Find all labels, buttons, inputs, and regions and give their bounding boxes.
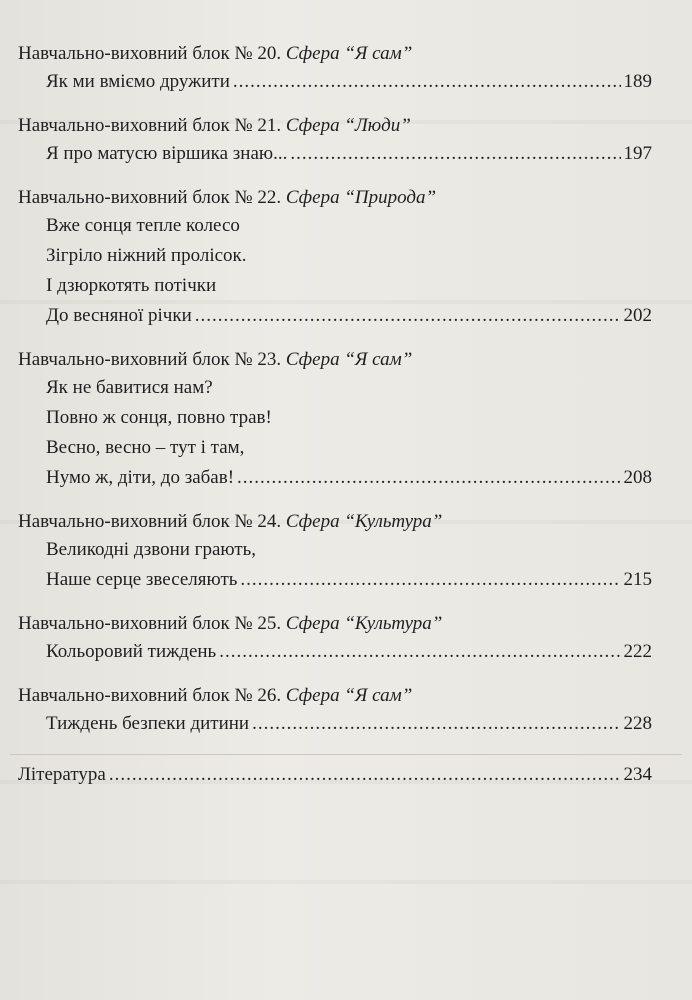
toc-entry[interactable] bbox=[18, 139, 652, 169]
toc-block bbox=[18, 112, 652, 169]
toc-block bbox=[18, 682, 652, 739]
toc-entry[interactable] bbox=[18, 67, 652, 97]
toc-entry-line: Весно, весно – тут і там, bbox=[46, 437, 245, 458]
toc-block bbox=[18, 40, 652, 97]
toc-entry-title: Я про матусю віршика знаю... bbox=[46, 143, 288, 164]
toc-block-heading bbox=[18, 346, 652, 373]
toc-block-number: Навчально-виховний блок № 23. bbox=[18, 349, 282, 370]
toc-block-heading bbox=[18, 610, 652, 637]
toc-entry-last-line bbox=[46, 637, 652, 667]
toc-entry-line: І дзюркотять потічки bbox=[46, 275, 217, 296]
toc-entry-line: Повно ж сонця, повно трав! bbox=[46, 407, 272, 428]
toc-entry[interactable] bbox=[18, 637, 652, 667]
toc-block bbox=[18, 610, 652, 667]
toc-block-number: Навчально-виховний блок № 25. bbox=[18, 613, 282, 634]
toc-block-heading bbox=[18, 682, 652, 709]
toc-page-number: 215 bbox=[623, 569, 652, 590]
toc-entry[interactable] bbox=[18, 709, 652, 739]
toc-block-sphere: Сфера “Я сам” bbox=[285, 685, 413, 706]
toc-literature-title: Література bbox=[18, 764, 106, 785]
toc-entry-title: Тиждень безпеки дитини bbox=[46, 713, 250, 734]
dot-leader bbox=[195, 301, 621, 331]
toc-entry-line: Як не бавитися нам? bbox=[46, 377, 213, 398]
toc-page-number: 222 bbox=[623, 641, 652, 662]
divider bbox=[10, 754, 682, 755]
toc-block-heading bbox=[18, 112, 652, 139]
toc-block bbox=[18, 346, 652, 493]
dot-leader bbox=[237, 463, 620, 493]
toc-entry[interactable] bbox=[18, 373, 652, 493]
toc-page-number: 197 bbox=[623, 143, 652, 164]
toc-entry-last-line bbox=[46, 565, 652, 595]
dot-leader bbox=[233, 67, 621, 97]
toc-block-number: Навчально-виховний блок № 26. bbox=[18, 685, 282, 706]
toc-page-number: 202 bbox=[623, 305, 652, 326]
toc-block-sphere: Сфера “Культура” bbox=[285, 613, 443, 634]
toc-block-sphere: Сфера “Я сам” bbox=[285, 349, 413, 370]
toc-entry-line: Великодні дзвони грають, bbox=[46, 539, 257, 560]
toc-entry-last-line bbox=[46, 463, 652, 493]
toc-entry[interactable] bbox=[18, 535, 652, 595]
toc-block-number: Навчально-виховний блок № 22. bbox=[18, 187, 282, 208]
bleed-through bbox=[0, 880, 692, 884]
toc-entry-line: Зігріло ніжний пролісок. bbox=[46, 245, 247, 266]
toc-entry-last-line bbox=[46, 67, 652, 97]
toc-entry-last-line bbox=[46, 139, 652, 169]
dot-leader bbox=[219, 637, 620, 667]
dot-leader bbox=[252, 709, 620, 739]
toc-entry-title: Нумо ж, діти, до забав! bbox=[46, 467, 235, 488]
toc-page-number: 189 bbox=[623, 71, 652, 92]
toc-page-number: 208 bbox=[623, 467, 652, 488]
toc-entry-title: До весняної річки bbox=[46, 305, 192, 326]
toc-block-sphere: Сфера “Природа” bbox=[285, 187, 437, 208]
toc-page-number: 234 bbox=[623, 764, 652, 785]
toc-entry-line: Вже сонця тепле колесо bbox=[46, 215, 240, 236]
toc-block-number: Навчально-виховний блок № 20. bbox=[18, 43, 282, 64]
toc-page-number: 228 bbox=[623, 713, 652, 734]
toc-block-heading bbox=[18, 184, 652, 211]
toc-block bbox=[18, 184, 652, 331]
dot-leader bbox=[290, 139, 620, 169]
toc-block-heading bbox=[18, 508, 652, 535]
toc-literature[interactable] bbox=[18, 761, 652, 788]
toc-entry-title: Кольоровий тиждень bbox=[46, 641, 217, 662]
toc-block-heading bbox=[18, 40, 652, 67]
dot-leader bbox=[109, 761, 621, 788]
toc-entry-last-line bbox=[46, 301, 652, 331]
toc-entry-title: Наше серце звеселяють bbox=[46, 569, 238, 590]
toc-entry-last-line bbox=[46, 709, 652, 739]
dot-leader bbox=[240, 565, 620, 595]
table-of-contents bbox=[18, 40, 652, 788]
toc-entry-title: Як ми вміємо дружити bbox=[46, 71, 230, 92]
toc-entry[interactable] bbox=[18, 211, 652, 331]
toc-literature-entry bbox=[18, 761, 652, 788]
toc-block-sphere: Сфера “Культура” bbox=[285, 511, 443, 532]
toc-block-number: Навчально-виховний блок № 24. bbox=[18, 511, 282, 532]
toc-block-number: Навчально-виховний блок № 21. bbox=[18, 115, 282, 136]
toc-block bbox=[18, 508, 652, 595]
toc-block-sphere: Сфера “Люди” bbox=[285, 115, 411, 136]
toc-block-sphere: Сфера “Я сам” bbox=[285, 43, 413, 64]
